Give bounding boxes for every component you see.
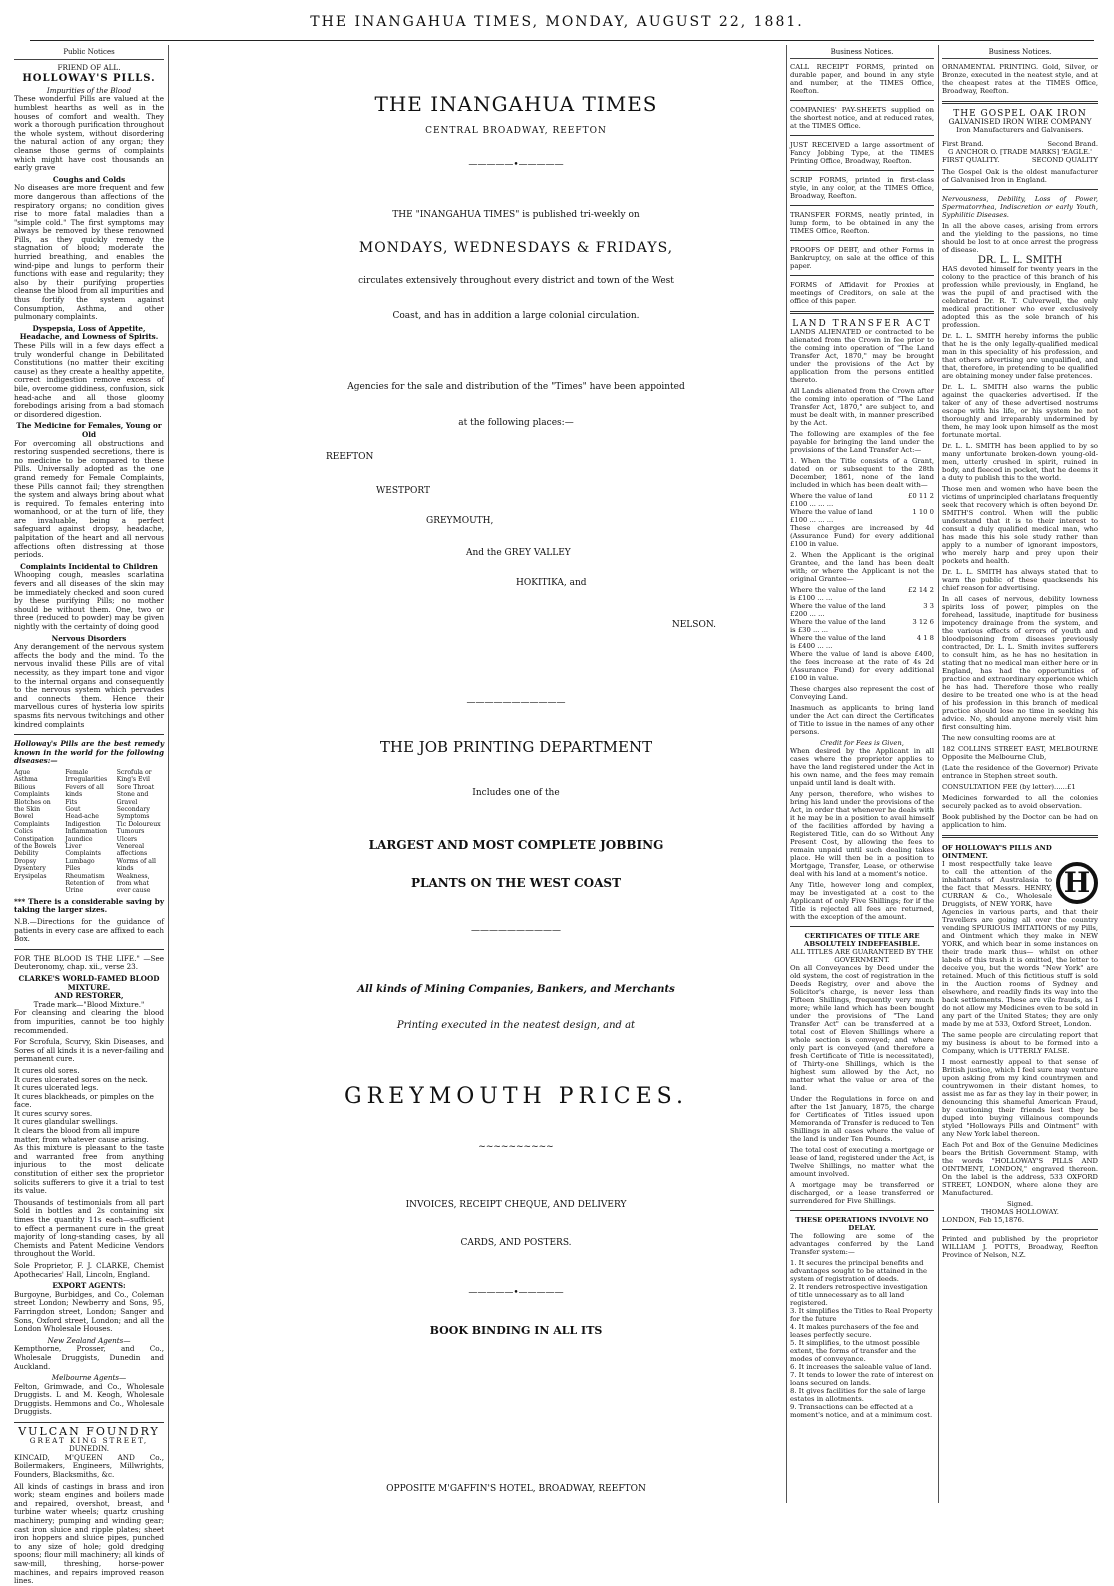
imprint: Printed and published by the proprietor WILLIAM J. POTTS, Broadway, Reefton Province of Nelson, N.Z. (942, 1235, 1098, 1259)
column-rule (938, 45, 939, 1503)
divider (14, 949, 164, 950)
place: HOKITIKA, and (516, 578, 587, 588)
fee-line: CONSULTATION FEE (by letter)......£1 (942, 783, 1076, 791)
paragraph: Any Title, however long and complex, may be investigated at a cost to the Applicant of only Five Shillings; for if the Title is rejected all fees are returned, with the exception of the amount. (790, 881, 934, 921)
guaranteed-heading: ALL TITLES ARE GUARANTEED BY THE GOVERNMENT. (790, 948, 934, 964)
coast-line: Coast, and has in addition a large colonial circulation. (392, 311, 640, 321)
disease-item: Lumbago (65, 857, 95, 865)
quality-row (942, 156, 1098, 164)
paragraph: The following are examples of the fee payable for bringing the land under the provisions of the Land Transfer Act:— (790, 430, 934, 454)
ops-heading: THESE OPERATIONS INVOLVE NO DELAY. (795, 1216, 929, 1232)
disease-item: Venereal affections (116, 842, 148, 858)
paragraph: These Pills will in a few days effect a truly wonderful change in Debilitated Constitutions (no matter their exciting cause) as they create a healthy appetite, correct indigestion remove excess of bile, overcome giddiness, confusion, sick head-ache and all those gloomy forebodings arising from a bad stomach or disordered digestion. (14, 341, 164, 419)
paragraph: These charges are increased by 4d (Assurance Fund) for every additional £100 in value. (790, 524, 934, 548)
disease-item: Erysipelas (14, 872, 47, 880)
masthead: THE INANGAHUA TIMES, MONDAY, AUGUST 22, 1881. (310, 14, 804, 30)
disease-item: Gout (65, 805, 81, 813)
paragraph: Dr. L. L. SMITH has been applied to by so many unfortunate broken-down young-old-men, utterly crushed in spirit, ruined in body, and fleeced in pocket, that he deems it a duty to publish this to the world. (942, 442, 1098, 482)
times-advertisement (306, 48, 726, 1503)
paragraph: For Scrofula, Scurvy, Skin Diseases, and Sores of all kinds it is a never-failing and permanent cure. (14, 1037, 164, 1064)
executed-line: Printing executed in the neatest design, and at (396, 1020, 636, 1031)
paper-address: CENTRAL BROADWAY, REEFTON (425, 126, 607, 136)
holloway-name: THOMAS HOLLOWAY. (981, 1208, 1059, 1216)
paragraph: Any person, therefore, who wishes to bring his land under the provisions of the Act, in order that whenever he deals with it he may be in a position to avail himself of the facilities afforded by having a Registered Title, can do so Without Any Present Cost, by allowing the fees to remain unpaid until such dealing takes place. He will then be in a position to Mortgage, Transfer, Lease, or otherwise deal with his land at a moment's notice. (790, 790, 934, 878)
paragraph: Under the Regulations in force on and after the 1st January, 1875, the charge for Certificates of Titles issued upon Memoranda of Transfer is reduced to Ten Shillings in all cases where the value of the land is under Ten Pounds. (790, 1095, 934, 1143)
paragraph: Sole Proprietor, F. J. CLARKE, Chemist Apothecaries' Hall, Lincoln, England. (14, 1260, 164, 1279)
paragraph: Whooping cough, measles scarlatina fevers and all diseases of the skin may be immediately checked and soon cured by these purifying Pills; no mother should be without them. One, two or three (reduced to powder) may be given nightly with the certainty of doing good (14, 570, 164, 631)
cards-line: CARDS, AND POSTERS. (460, 1238, 572, 1248)
disease-item: Asthma (14, 776, 38, 784)
ad-call-receipt: CALL RECEIPT FORMS, printed on durable paper, and bound in any style and number, at the TIMES Office, Reefton. (790, 63, 934, 95)
ornament: —————•————— (468, 160, 564, 170)
place: REEFTON (326, 452, 374, 462)
address-line: 182 COLLINS STREET EAST, MELBOURNE Opposite the Melbourne Club, (942, 745, 1098, 761)
ad-ornamental: ORNAMENTAL PRINTING. Gold, Silver, or Bronze, executed in the neatest style, and at the cheapest rates at the TIMES Office, Broadway, Reefton. (942, 63, 1098, 95)
impurities-heading: Impurities of the Blood (46, 85, 132, 95)
invoices-line: INVOICES, RECEIPT CHEQUE, AND DELIVERY (405, 1200, 627, 1210)
fee-row: Where the value of land £100 ... ... ... 1 10 0 (790, 508, 934, 524)
paragraph: The total cost of executing a mortgage or lease of land, registered under the Act, is Twelve Shillings, no matter what the amount involved. (790, 1146, 934, 1178)
paragraph: In all cases of nervous, debility lowness spirits loss of power, pimples on the forehead, lassitude, inaptitude for business impotency drainage from the system, and the various effects of errors of youth and bloodpoisoning from diseases previously contracted, Dr. L. L. Smith invites sufferers to consult him, as he has no hesitation in stating that no medical man either here or in England, has had the opportunities of practice and extraordinary experience which he has had. Therefore those who really desire to be treated one who is at the head of his profession in this branch of medical practice should lose no time in seeking his advice. No, should anyone merely visit him first consulting him. (942, 595, 1098, 731)
paper-title: THE INANGAHUA TIMES (374, 92, 658, 116)
paragraph: As this mixture is pleasant to the taste and warranted free from anything injurious to the most delicate constitution of either sex the proprietor solicits sufferers to give it a trial to test its value. (14, 1143, 164, 1196)
paragraph: 1. When the Title consists of a Grant, dated on or subsequent to the 28th December, 1861, none of the land included in which has been dealt with— (790, 457, 934, 489)
vulcan-street: GREAT KING STREET, (29, 1435, 149, 1445)
disease-item: Constipation of the Bowels (14, 835, 57, 850)
cure-item: It cures scurvy sores. (14, 1108, 93, 1118)
place: WESTPORT (376, 486, 431, 496)
paragraph: These charges also represent the cost of Conveying Land. (790, 685, 934, 701)
ornament: ~~~~~~~~~~ (478, 1142, 554, 1152)
greymouth-prices: GREYMOUTH PRICES. (344, 1084, 688, 1109)
advantage-item: 3. It simplifies the Titles to Real Property for the future (790, 1307, 933, 1323)
ornament: ——————————— (466, 698, 566, 708)
disease-item: Indigestion (65, 820, 101, 828)
paragraph: On all Conveyances by Deed under the old system, the cost of registration in the Deeds Registry, over and above the Solicitor's charge, is never less than Fifteen Shillings, frequently very much more; while land which has been bought under the provisions of "The Land Transfer Act" can be transferred at a total cost of Eleven Shillings where a whole section is conveyed; and where only part is conveyed (and therefore a fresh Certificate of Title is necessitated), of Thirty-one Shillings, which is the highest sum allowed by the Act, no matter what the value or area of the land. (790, 964, 934, 1092)
disease-item: Ulcers (116, 835, 138, 843)
vulcan-city: DUNEDIN. (68, 1444, 110, 1454)
advantage-item: 4. It makes purchasers of the fee and leases perfectly secure. (790, 1323, 919, 1339)
disease-item: Debility (14, 850, 39, 858)
disease-item: Ague (14, 768, 31, 776)
section-header: Business Notices. (790, 48, 934, 59)
fee-row: Where the value of the land is £100 ... ... £2 14 2 (790, 586, 934, 602)
includes-line: Includes one of the (472, 788, 560, 798)
trademark: Trade mark—"Blood Mixture." (33, 999, 145, 1009)
restorer-title: AND RESTORER, (54, 991, 124, 1001)
disease-item: Liver Complaints (65, 842, 101, 858)
rooms-line: The new consulting rooms are at (942, 734, 1056, 742)
advantage-item: 5. It simplifies, to the utmost possible extent, the forms of transfer and the modes of conveyance. (790, 1339, 920, 1363)
masthead-rule (30, 40, 1094, 41)
ad-proofs: PROOFS OF DEBT, and other Forms in Bankruptcy, on sale at the office of this paper. (790, 246, 934, 270)
paragraph: Any derangement of the nervous system affects the body and the mind. To the nervous invalid these Pills are of vital necessity, as they impart tone and vigor to the internal organs and consequently to the nervous system which pervades and connects them. Hence their marvellous cures of hysteria low spirits spasms fits nervous twitchings and other kindred complaints (14, 642, 164, 729)
places-intro: at the following places:— (458, 418, 574, 428)
paragraph: Where the value of land is above £400, the fees increase at the rate of 4s 2d (Assurance Fund) for every additional £100 in value. (790, 650, 934, 682)
column-public-notices (14, 48, 164, 1586)
paragraph: Felton, Grimwade, and Co., Wholesale Druggists. L and M. Keogh, Wholesale Druggists. Hemmons and Co., Wholesale Druggists. (14, 1381, 164, 1417)
paragraph: Dr. L. L. SMITH also warns the public against the quackeries advertised. If the taker of any of these advertised nostrums escape with his life, or his system be not thoroughly and irreparably undermined by them, he may look upon himself as the most fortunate mortal. (942, 383, 1098, 439)
agencies-line: Agencies for the sale and distribution of the "Times" have been appointed (347, 382, 685, 392)
paragraph: KINCAID, M'QUEEN AND Co., Boilermakers, Engineers, Millwrights, Founders, Blacksmiths, &c. (14, 1452, 164, 1480)
disease-item: Bowel Complaints (14, 813, 50, 828)
published-line: THE "INANGAHUA TIMES" is published tri-weekly on (392, 210, 640, 220)
fee-row: Where the value of the land is £400 ... ... 4 1 8 (790, 634, 934, 650)
column-rule (168, 45, 169, 1503)
disease-item: Head-ache (65, 813, 99, 821)
paragraph: Those men and women who have been the victims of unprincipled charlatans frequently seek that recovery which is often beyond Dr. SMITH'S control. When will the public understand that it is to their interest to consult a duly qualified medical man, who has made this his sole study rather than apply to a number of ignorant impostors, who merely harp and prey upon their pockets and health. (942, 485, 1098, 565)
advantage-item: 1. It secures the principal benefits and advantages sought to be attained in the system of registration of deeds. (790, 1259, 928, 1283)
second-brand: Second Brand. (1047, 140, 1098, 148)
disease-item: Colics (14, 828, 34, 836)
circulates-line: circulates extensively throughout every district and town of the West (358, 276, 674, 286)
place: GREYMOUTH, (426, 516, 494, 526)
place: NELSON. (671, 620, 716, 630)
nb-note: N.B.—Directions for the guidance of patients in every case are affixed to each Box. (14, 917, 164, 944)
best-remedy: Holloway's Pills are the best remedy known in the world for the following diseases:— (14, 739, 164, 766)
plants-line: PLANTS ON THE WEST COAST (410, 876, 621, 890)
paragraph: Book published by the Doctor can be had on application to him. (942, 813, 1098, 829)
ad-scrip: SCRIP FORMS, printed in first-class style, in any color, at the TIMES Office, Broadway, Reefton. (790, 176, 934, 200)
disease-item: Dropsy (14, 857, 37, 865)
first-quality: FIRST QUALITY. (942, 156, 1000, 164)
section-header: Business Notices. (942, 48, 1098, 59)
first-brand: First Brand. (942, 140, 984, 148)
disease-item: Piles (65, 865, 81, 873)
cure-item: It cures ulcerated sores on the neck. (14, 1074, 148, 1084)
cure-item: It cures blackheads, or pimples on the face. (14, 1091, 154, 1110)
disease-item: Sore Throat (116, 783, 155, 791)
cure-item: It cures old sores. (14, 1065, 80, 1075)
holloway-date: LONDON, Feb 15,1876. (942, 1216, 1025, 1224)
galvanised-title: GALVANISED IRON WIRE COMPANY (948, 117, 1092, 126)
nervous-heading: Nervousness, Debility, Loss of Power, Spermatorrhea, Indiscretion or early Youth, Syphilitic Diseases. (942, 195, 1098, 219)
paragraph: HAS devoted himself for twenty years in the colony to the practice of this branch of his profession while previously, in England, he was the pupil of and practised with the celebrated Dr. R. T. Culverwell, the only medical practitioner who ever exclusively adopted this as the sole branch of his profession. (942, 265, 1098, 329)
disease-item: Scrofula or King's Evil (116, 768, 152, 784)
dyspepsia-heading: Dyspepsia, Loss of Appetite, Headache, and Lowness of Spirits. (19, 323, 159, 342)
disease-item: Retention of Urine (65, 880, 104, 895)
fee-row: Where the value of land £100 ... ... ... £0 11 2 (790, 492, 934, 508)
clarke-title: CLARKE'S WORLD-FAMED BLOOD MIXTURE. (18, 973, 160, 992)
friend-heading: FRIEND OF ALL. (57, 62, 121, 72)
opposite-line: OPPOSITE M'GAFFIN'S HOTEL, BROADWAY, REEFTON (386, 1484, 646, 1494)
paragraph: Dr. L. L. SMITH has always stated that to warn the public of these quacksends his chief reason for advertising. (942, 568, 1098, 592)
paragraph: Each Pot and Box of the Genuine Medicines bears the British Government Stamp, with the words "HOLLOWAY'S PILLS AND OINTMENT, LONDON," engraved thereon. On the label is the address, 533 OXFORD STREET, LONDON, where alone they are Manufactured. (942, 1141, 1098, 1197)
disease-item: Weakness, from what ever cause (116, 872, 151, 895)
ad-just-received: JUST RECEIVED a large assortment of Fancy Jobbing Type, at the TIMES Printing Office, Broadway, Reefton. (790, 141, 934, 165)
disease-item: Dysentery (14, 865, 46, 873)
disease-item: Fits (65, 798, 78, 806)
colds-heading: Coughs and Colds (52, 174, 126, 184)
paragraph: I most respectfully take leave to call the attention of the inhabitants of Australasia to the fact that Messrs. HENRY, CURRAN & Co., Wholesale Druggists, of NEW YORK, have Agencies in various parts, and that their Travellers are going all over the country vending SPURIOUS IMITATIONS of my Pills, and Ointment which they make in NEW YORK, and which bear in some instances on their trade mark thus— whilst on other labels of this trash it is omitted, the letter to deceive you, but the words "New York" are retained. Much of this fictitious stuff is sold in the Auction rooms of Sydney and elsewhere, and readily finds its way into the back settlements. These are vile frauds, as I do not allow my Medicines even to be sold in any part of the United States; they are only made by me at 533, Oxford Street, London. (942, 860, 1098, 1028)
advantage-item: 7. It tends to lower the rate of interest on loans secured on lands. (790, 1371, 934, 1387)
signed: Signed. (1006, 1200, 1034, 1208)
disease-item: Tic Doloureux (116, 820, 161, 828)
column-business-notices-2 (942, 48, 1098, 1503)
land-transfer-title: LAND TRANSFER ACT (792, 319, 932, 329)
allkinds-line: All kinds of Mining Companies, Bankers, and Merchants (357, 984, 675, 995)
certs-heading: CERTIFICATES OF TITLE ARE ABSOLUTELY INDEFEASIBLE. (804, 932, 920, 948)
fee-row: Where the value of the land £200 ... ... 3 3 (790, 602, 934, 618)
days-line: MONDAYS, WEDNESDAYS & FRIDAYS, (358, 240, 674, 256)
paragraph: LANDS ALIENATED or contracted to be alienated from the Crown in fee prior to the coming into operation of "The Land Transfer Act, 1870," may be brought under the provisions of the Act by application from the persons entitled thereto. (790, 328, 934, 384)
paragraph: In all the above cases, arising from errors and the yielding to the passions, no time should be lost to at once arrest the progress of disease. (942, 222, 1098, 254)
gospel-title: THE GOSPEL OAK IRON (953, 109, 1087, 119)
holloway-caution-title: OF HOLLOWAY'S PILLS AND OINTMENT. (942, 844, 1052, 860)
paragraph: All Lands alienated from the Crown after the coming into operation of "The Land Transfer Act, 1870," are subject to, and must be dealt with, in manner prescribed by the Act. (790, 387, 934, 427)
melb-heading: Melbourne Agents— (51, 1373, 127, 1383)
job-title: THE JOB PRINTING DEPARTMENT (379, 738, 653, 756)
column-business-notices (790, 48, 934, 1503)
ornament: —————————— (471, 926, 561, 936)
advantage-item: 9. Transactions can be effected at a moment's notice, and at a minimum cost. (790, 1403, 933, 1419)
disease-item: Blotches on the Skin (14, 798, 51, 813)
fee-row: Where the value of the land is £30 ... ... 3 12 6 (790, 618, 934, 634)
holloway-title: HOLLOWAY'S PILLS. (22, 73, 156, 85)
divider (14, 1422, 164, 1423)
ornament: —————•————— (468, 1288, 564, 1298)
paragraph: Burgoyne, Burbidges, and Co., Coleman street London; Newberry and Sons, 95, Farringdon street, London; Sanger and Sons, Oxford street, London; and all the London Wholesale Houses. (14, 1289, 164, 1334)
nz-heading: New Zealand Agents— (47, 1335, 131, 1345)
iron-mfr: Iron Manufacturers and Galvanisers. (956, 126, 1084, 134)
trademarks: G ANCHOR O. [TRADE MARKS] 'EAGLE.' (948, 148, 1092, 156)
disease-item: Bilious Complaints (14, 783, 50, 799)
paragraph: When desired by the Applicant in all cases where the proprietor applies to have the land registered under the Act in his own name, and the fees may remain unpaid until land is dealt with. (790, 747, 934, 787)
paragraph: The Gospel Oak is the oldest manufacturer of Galvanised Iron in England. (942, 168, 1098, 184)
disease-item: Rheumatism (65, 872, 105, 880)
vulcan-title: VULCAN FOUNDRY (18, 1425, 160, 1439)
children-heading: Complaints Incidental to Children (20, 561, 158, 571)
section-header: Public Notices (14, 48, 164, 60)
paragraph: These wonderful Pills are valued at the humblest hearths as well as in the houses of comfort and wealth. They work a thorough purification throughout the whole system, without disordering the natural action of any organ; they cleanse those germs of complaints which might have cost thousands an early grave (14, 94, 164, 173)
advantage-item: 8. It gives facilities for the sale of large estates in allotments. (790, 1387, 926, 1403)
paragraph: The same people are circulating report that my business is about to be formed into a Company, which is UTTERLY FALSE. (942, 1031, 1098, 1055)
cure-item: It cures glandular swellings. (14, 1117, 118, 1127)
brand-row (942, 140, 1098, 148)
smith-title: DR. L. L. SMITH (977, 255, 1063, 266)
females-heading: The Medicine for Females, Young or Old (16, 421, 162, 439)
saving-note: *** There is a considerable saving by taking the larger sizes. (14, 896, 164, 915)
disease-item: Female Irregularities (65, 768, 108, 784)
ad-forms: FORMS of Affidavit for Proxies at meetings of Creditors, on sale at the office of this paper. (790, 281, 934, 305)
paragraph: Medicines forwarded to all the colonies securely packed as to avoid observation. (942, 794, 1098, 810)
ad-transfer-forms: TRANSFER FORMS, neatly printed, in lump form, to be obtained in any the TIMES Office, Reefton. (790, 211, 934, 235)
credit-heading: Credit for Fees is Given, (820, 739, 904, 747)
advantage-item: 6. It increases the saleable value of land. (790, 1363, 932, 1371)
holloway-trademark-logo: H (1056, 862, 1098, 904)
diseases-list (14, 769, 164, 895)
divider (14, 734, 164, 735)
paragraph: Thousands of testimonials from all part Sold in bottles and 2s containing six times the quantity 11s each—sufficient to effect a permanent cure in the great majority of long-standing cases, by all Chemists and Patent Medicine Vendors throughout the World. (14, 1197, 164, 1259)
export-heading: EXPORT AGENTS: (52, 1281, 126, 1291)
column-rule (786, 45, 787, 1503)
paragraph: I most earnestly appeal to that sense of British justice, which I feel sure may venture upon asking from my kind countrymen and countrywomen in their distant homes, to assist me as far as they lay in their power, in denouncing this shameful American Fraud, by cautioning their friends lest they be duped into buying villainous compounds styled "Holloways Pills and Ointment" with any New York label thereon. (942, 1058, 1098, 1138)
bookbinding-line: BOOK BINDING IN ALL ITS (429, 1324, 603, 1337)
disease-item: Tumours (116, 828, 145, 836)
paragraph: Inasmuch as applicants to bring land under the Act can direct the Certificates of Title to issue in the names of any other persons. (790, 704, 934, 736)
second-quality: SECOND QUALITY (1031, 156, 1098, 164)
disease-item: Fevers of all kinds (65, 783, 104, 799)
paragraph: For overcoming all obstructions and restoring suspended secretions, there is no medicine to be compared to these Pills. Universally adopted as the one grand remedy for Female Complaints, these Pills cannot fail; they strengthen the system and always bring about what is required. To females entering into womanhood, or at the turn of life, they are invaluable, being a perfect safeguard against dropsy, headache, palpitation of the heart and all nervous affections often distressing at those periods. (14, 438, 164, 560)
paragraph: Kempthorne, Prosser, and Co., Wholesale Druggists, Dunedin and Auckland. (14, 1344, 164, 1371)
cure-item: It clears the blood from all impure matter, from whatever cause arising. (14, 1126, 149, 1144)
blood-life: FOR THE BLOOD IS THE LIFE." —See Deuteronomy, chap. xii., verse 23. (14, 953, 164, 972)
paragraph: For cleansing and clearing the blood from impurities, cannot be too highly recommended. (14, 1008, 164, 1035)
place: And the GREY VALLEY (466, 548, 571, 558)
paragraph: Dr. L. L. SMITH hereby informs the public that he is the only legally-qualified medical man in this speciality of his profession, and that others advertising are unqualified, and that, therefore, in pretending to be qualified are obtaining money under false pretences. (942, 332, 1098, 380)
paragraph: A mortgage may be transferred or discharged, or a lease transferred or surrendered for Five Shillings. (790, 1181, 934, 1205)
disease-item: Secondary Symptoms (116, 805, 150, 821)
cure-item: It cures ulcerated legs. (14, 1083, 99, 1093)
late-line: (Late the residence of the Governor) Private entrance in Stephen street south. (942, 764, 1098, 780)
paragraph: The following are some of the advantages conferred by the Land Transfer system:— (790, 1232, 934, 1256)
nervous-heading: Nervous Disorders (51, 633, 127, 643)
paragraph: 2. When the Applicant is the original Grantee, and the land has been dealt with; or where the Applicant is not the original Grantee— (790, 551, 934, 583)
disease-item: Stone and Gravel (116, 791, 149, 806)
ad-companies: COMPANIES' PAY-SHEETS supplied on the shortest notice, and at reduced rates, at the TIMES Office. (790, 106, 934, 130)
disease-item: Worms of all kinds (116, 857, 156, 873)
largest-line: LARGEST AND MOST COMPLETE JOBBING (368, 838, 664, 852)
disease-item: Inflammation (65, 828, 108, 836)
paragraph: All kinds of castings in brass and iron work; steam engines and boilers made and repaired, overshot, breast, and turbine water wheels; quartz crushing machinery; pumping and winding gear; cast iron sluice and ripple plates; sheet iron hoppers and sluice pipes, punched to any size of hole; gold dredging spoons; flour mill machinery; all kinds of saw-mill, threshing, horse-power machines, and repairs improved reason lines. (14, 1481, 164, 1586)
disease-item: Jaundice (65, 835, 93, 843)
advantage-item: 2. It renders retrospective investigation of title unnecessary as to all land registered. (790, 1283, 928, 1307)
paragraph: No diseases are more frequent and few more dangerous than affections of the respiratory organs; no condition gives rise to more fatal maladies than a "simple cold." The first symptoms may always be removed by these renowned Pills, as they quickly remedy the stagnation of blood; moderate the hurried breathing, and enables the wind-pipe and lungs to perform their functions with ease and regularity; they also by their purifying properties cleanse the blood from all impurities and thus fortify the system against Consumption, Asthma, and other pulmonary complaints. (14, 183, 164, 322)
